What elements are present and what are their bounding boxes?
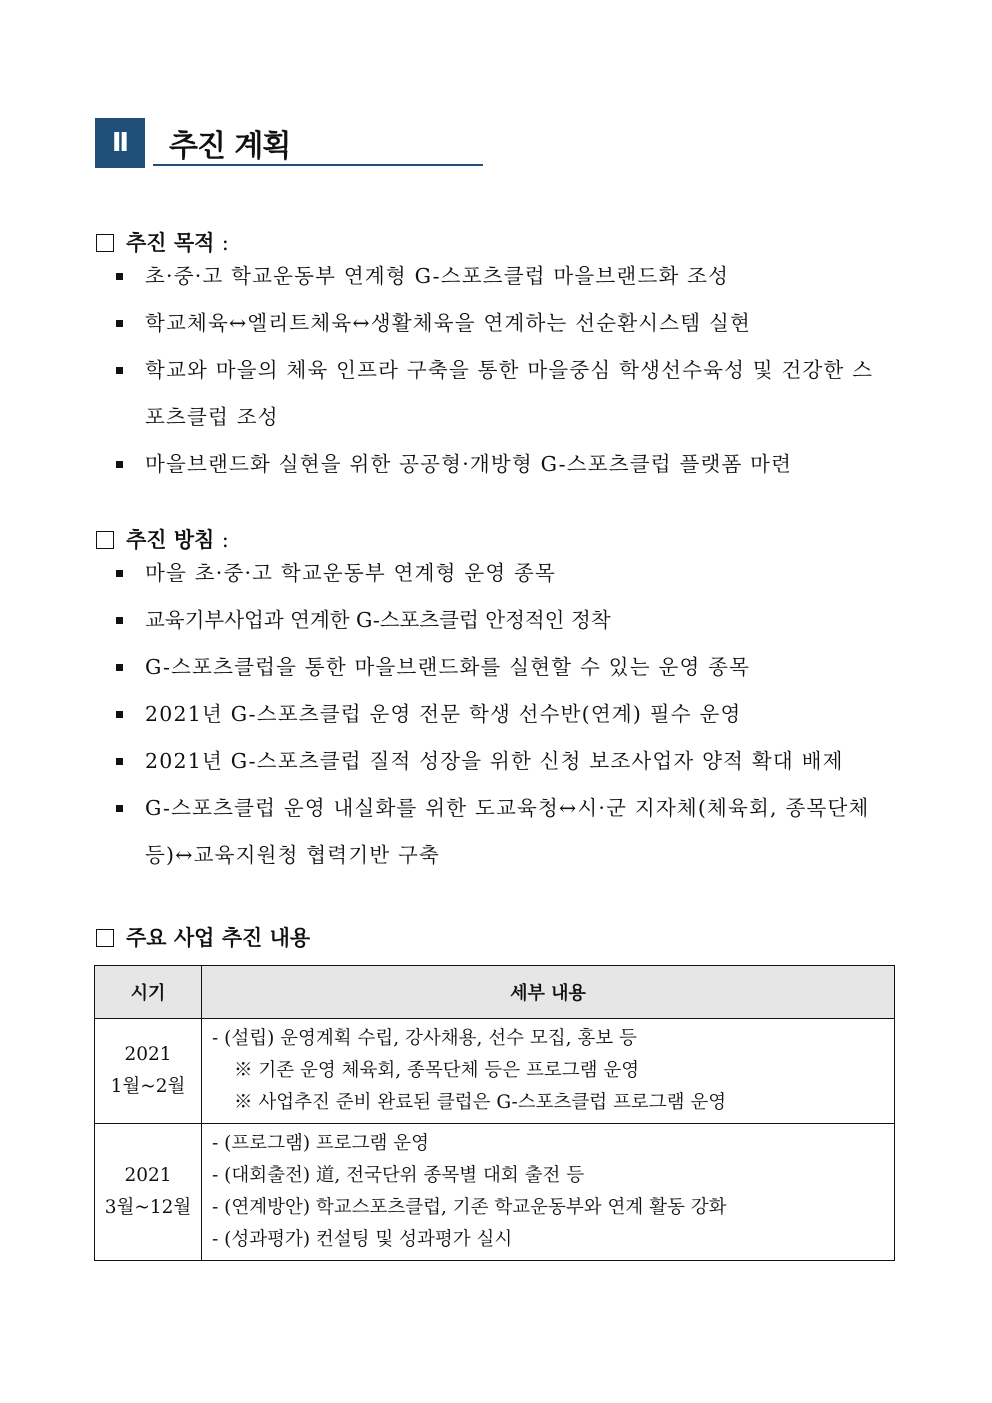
bullet-square-icon	[116, 664, 123, 671]
list-item: 마을 초·중·고 학교운동부 연계형 운영 종목	[0, 550, 890, 597]
list-item: 초·중·고 학교운동부 연계형 G-스포츠클럽 마을브랜드화 조성	[0, 253, 890, 300]
section-title: 추진 계획	[169, 129, 291, 164]
header-details: 세부 내용	[202, 966, 895, 1019]
bullet-square-icon	[116, 758, 123, 765]
policy-heading-text: 추진 방침	[126, 527, 215, 552]
checkbox-square-icon	[96, 531, 114, 549]
list-item: G-스포츠클럽을 통한 마을브랜드화를 실현할 수 있는 운영 종목	[0, 644, 890, 691]
bullet-square-icon	[116, 570, 123, 577]
checkbox-square-icon	[96, 929, 114, 947]
list-item: G-스포츠클럽 운영 내실화를 위한 도교육청↔시·군 지자체(체육회, 종목단체 등)↔교육지원청 협력기반 구축	[0, 785, 890, 879]
main-business-heading	[96, 922, 310, 952]
list-item: 마을브랜드화 실현을 위한 공공형·개방형 G-스포츠클럽 플랫폼 마련	[0, 441, 890, 488]
plan-table	[94, 965, 895, 1261]
details-cell: - (프로그램) 프로그램 운영 - (대회출전) 道, 전국단위 종목별 대회 출전 등 - (연계방안) 학교스포츠클럽, 기존 학교운동부와 연계 활동 강화 - (성과평가) 컨설팅 및 성과평가 실시	[202, 1124, 895, 1261]
list-item: 교육기부사업과 연계한 G-스포츠클럽 안정적인 정착	[0, 597, 890, 644]
table-row	[95, 1019, 895, 1124]
bullet-square-icon	[116, 805, 123, 812]
purpose-list	[0, 253, 992, 488]
bullet-square-icon	[116, 711, 123, 718]
bullet-square-icon	[116, 367, 123, 374]
bullet-square-icon	[116, 461, 123, 468]
purpose-heading-text: 추진 목적	[126, 230, 215, 255]
main-business-heading-text: 주요 사업 추진 내용	[126, 925, 311, 950]
list-item: 학교와 마을의 체육 인프라 구축을 통한 마을중심 학생선수육성 및 건강한 스포츠클럽 조성	[0, 347, 890, 441]
table-header-row	[95, 966, 895, 1019]
section-underline	[153, 164, 483, 166]
section-number: Ⅱ	[95, 118, 145, 168]
details-cell: - (설립) 운영계획 수립, 강사채용, 선수 모집, 홍보 등 ※ 기존 운영 체육회, 종목단체 등은 프로그램 운영 ※ 사업추진 준비 완료된 클럽은 G-스포츠클럽 프로그램 운영	[202, 1019, 895, 1124]
bullet-square-icon	[116, 617, 123, 624]
period-cell: 2021 1월~2월	[95, 1019, 202, 1124]
policy-colon: :	[221, 528, 229, 552]
checkbox-square-icon	[96, 234, 114, 252]
list-item: 2021년 G-스포츠클럽 운영 전문 학생 선수반(연계) 필수 운영	[0, 691, 890, 738]
list-item: 2021년 G-스포츠클럽 질적 성장을 위한 신청 보조사업자 양적 확대 배제	[0, 738, 890, 785]
purpose-colon: :	[221, 231, 229, 255]
bullet-square-icon	[116, 273, 123, 280]
list-item: 학교체육↔엘리트체육↔생활체육을 연계하는 선순환시스템 실현	[0, 300, 890, 347]
table-row	[95, 1124, 895, 1261]
period-cell: 2021 3월~12월	[95, 1124, 202, 1261]
header-period: 시기	[95, 966, 202, 1019]
bullet-square-icon	[116, 320, 123, 327]
policy-list	[0, 550, 992, 879]
